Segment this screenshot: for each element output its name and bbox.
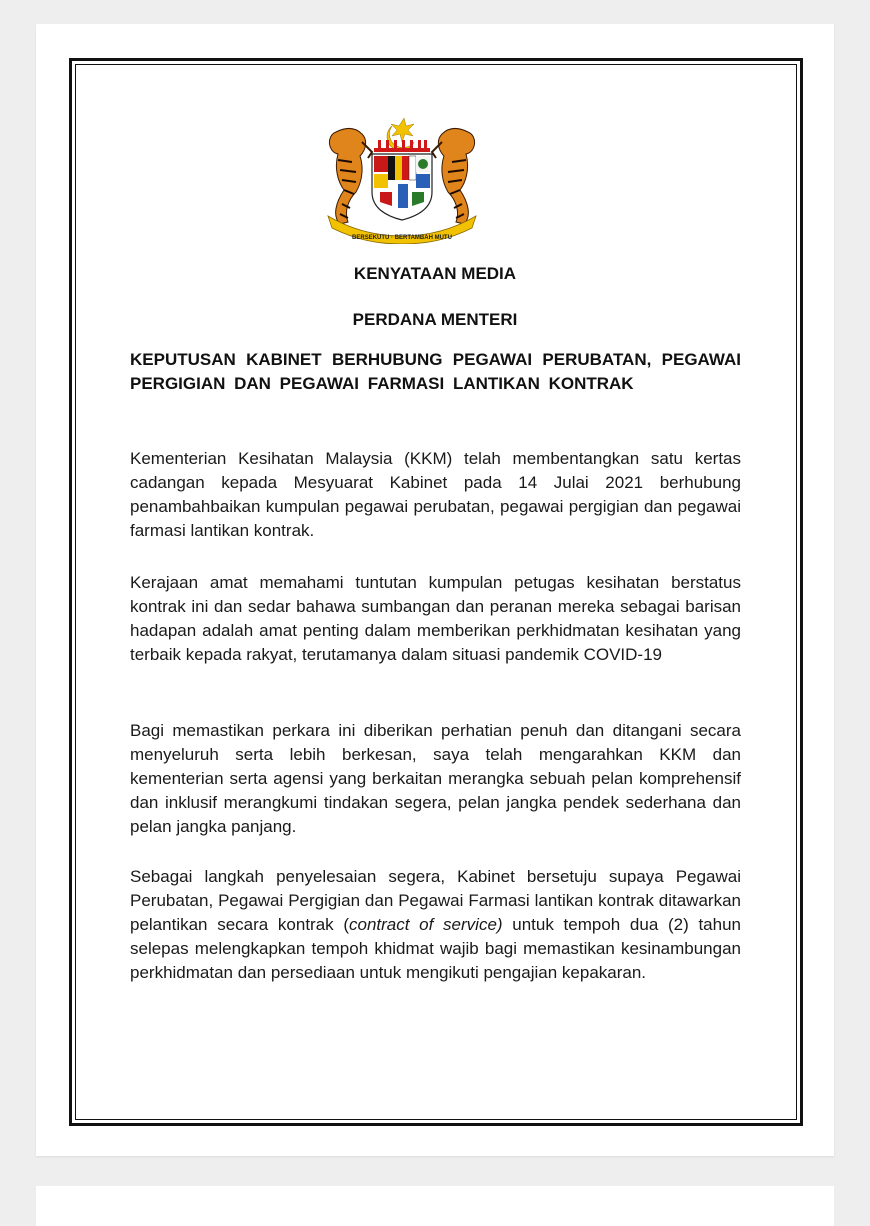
crescent-star-icon [387, 118, 414, 151]
kris-row-icon [374, 140, 430, 152]
right-tiger-icon [432, 129, 475, 225]
paragraph-4-italic: contract of service) [349, 915, 503, 934]
left-tiger-icon [329, 129, 372, 225]
paragraph-2: Kerajaan amat memahami tuntutan kumpulan petugas kesihatan berstatus kontrak ini dan sedar bahawa sumbangan dan peranan mereka sebagai barisan hadapan adalah amat penting dalam memberikan perkhidmatan kesihatan yang terbaik kepada rakyat, terutamanya dalam situasi pandemik COVID-19 [130, 573, 741, 664]
next-page-edge [36, 1186, 834, 1226]
paragraph-1: Kementerian Kesihatan Malaysia (KKM) telah membentangkan satu kertas cadangan kepada Mesyuarat Kabinet pada 14 Julai 2021 berhubung penambahbaikan kumpulan pegawai perubatan, pegawai pergigian dan pegawai farmasi lantikan kontrak. [130, 449, 741, 540]
heading-perdana-menteri: PERDANA MENTERI [352, 310, 518, 329]
svg-text:BERSEKUTU · BERTAMBAH MUTU: BERSEKUTU · BERTAMBAH MUTU [352, 235, 452, 241]
paragraph-3: Bagi memastikan perkara ini diberikan perhatian penuh dan ditangani secara menyeluruh serta lebih berkesan, saya telah mengarahkan KKM dan kementerian serta agensi yang berkaitan merangka sebuah pelan komprehensif dan inklusif merangkumi tindakan segera, pelan jangka pendek sederhana dan pelan jangka panjang. [130, 721, 741, 836]
paragraph-4-text-b: untuk tempoh dua (2) tahun selepas melengkapkan tempoh khidmat wajib bagi memastikan kesinambungan perkhidmatan dan persediaan untuk mengikuti pengajian kepakaran. [130, 915, 741, 982]
paragraph-4 [130, 865, 741, 985]
coat-of-arms-icon [322, 112, 482, 244]
paragraph-4-text-a: Sebagai langkah penyelesaian segera, Kabinet bersetuju supaya Pegawai Perubatan, Pegawai Pergigian dan Pegawai Farmasi lantikan kontrak ditawarkan pelantikan secara kontrak ( [130, 867, 741, 934]
shield-icon [372, 154, 432, 220]
document-page [36, 24, 834, 1156]
statement-title: KEPUTUSAN KABINET BERHUBUNG PEGAWAI PERUBATAN, PEGAWAI PERGIGIAN DAN PEGAWAI FARMASI LANTIKAN KONTRAK [130, 350, 741, 393]
heading-kenyataan-media: KENYATAAN MEDIA [353, 264, 517, 283]
